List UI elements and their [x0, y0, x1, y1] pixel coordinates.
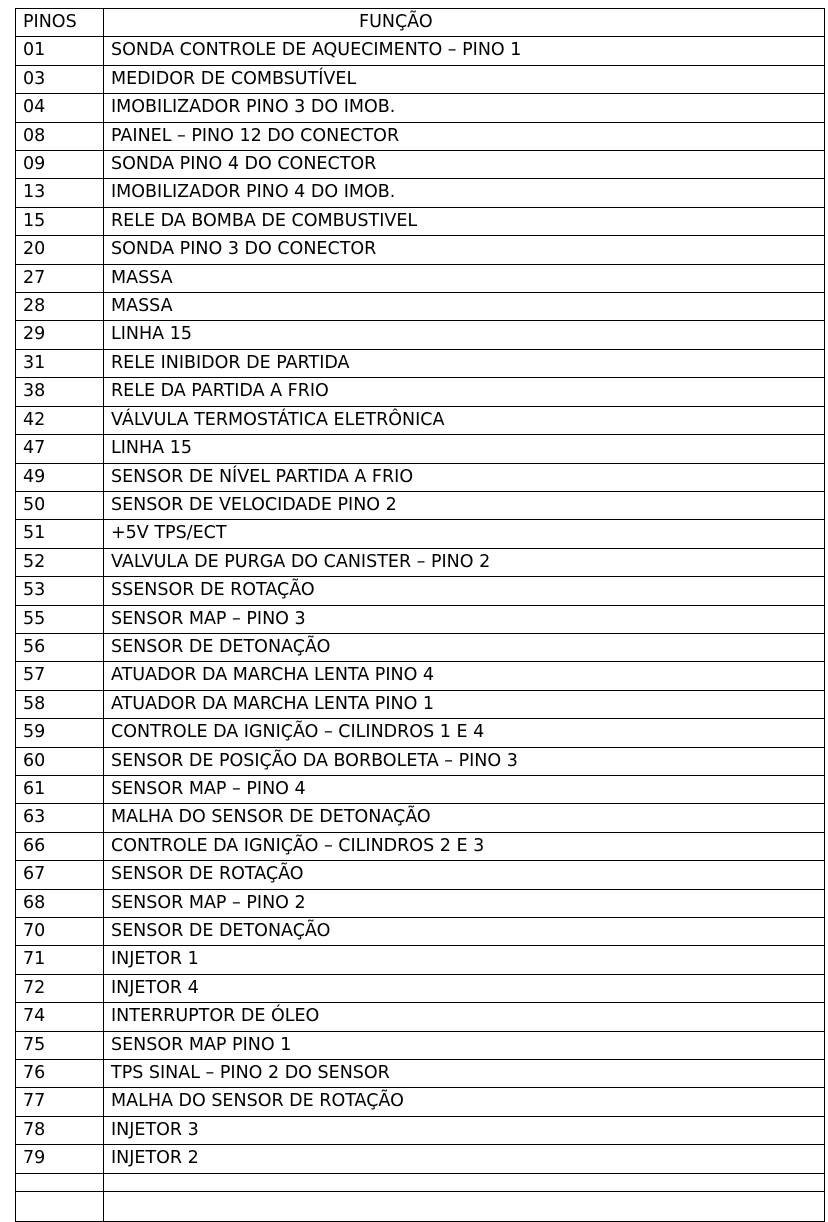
pin-number-cell: 04	[16, 94, 104, 122]
table-row	[16, 520, 825, 548]
table-row	[16, 1116, 825, 1144]
pin-function-table	[15, 8, 825, 1222]
pin-number-cell: 28	[16, 293, 104, 321]
table-row	[16, 719, 825, 747]
table-row	[16, 179, 825, 207]
table-row	[16, 747, 825, 775]
spacer-table-row	[16, 1173, 825, 1191]
pin-function-cell: IMOBILIZADOR PINO 4 DO IMOB.	[104, 179, 825, 207]
pin-number-cell: 03	[16, 65, 104, 93]
table-row	[16, 321, 825, 349]
pin-number-cell: 61	[16, 775, 104, 803]
pin-function-cell: SONDA PINO 4 DO CONECTOR	[104, 151, 825, 179]
table-row	[16, 264, 825, 292]
pin-number-cell: 51	[16, 520, 104, 548]
pin-function-cell: INJETOR 2	[104, 1145, 825, 1173]
pin-number-cell: 76	[16, 1060, 104, 1088]
pin-number-cell: 68	[16, 889, 104, 917]
pin-number-cell: 79	[16, 1145, 104, 1173]
pin-function-cell: MALHA DO SENSOR DE ROTAÇÃO	[104, 1088, 825, 1116]
pin-number-cell: 20	[16, 236, 104, 264]
pin-number-cell: 70	[16, 918, 104, 946]
table-row	[16, 151, 825, 179]
pin-function-cell: SENSOR DE DETONAÇÃO	[104, 633, 825, 661]
table-row	[16, 491, 825, 519]
pin-function-cell: SENSOR MAP – PINO 2	[104, 889, 825, 917]
table-row	[16, 406, 825, 434]
table-row	[16, 775, 825, 803]
table-row	[16, 605, 825, 633]
pin-number-cell: 29	[16, 321, 104, 349]
table-row	[16, 804, 825, 832]
pin-function-cell: IMOBILIZADOR PINO 3 DO IMOB.	[104, 94, 825, 122]
table-row	[16, 1003, 825, 1031]
pin-function-cell: SENSOR MAP – PINO 3	[104, 605, 825, 633]
table-row	[16, 1060, 825, 1088]
pin-function-cell: SENSOR DE DETONAÇÃO	[104, 918, 825, 946]
table-row	[16, 463, 825, 491]
function-column-header: FUNÇÃO	[104, 9, 825, 37]
pin-number-cell: 09	[16, 151, 104, 179]
pin-number-cell: 58	[16, 690, 104, 718]
pin-function-cell: SENSOR DE VELOCIDADE PINO 2	[104, 491, 825, 519]
table-row	[16, 1088, 825, 1116]
pin-number-cell: 55	[16, 605, 104, 633]
empty-table-row	[16, 1191, 825, 1221]
table-header-row	[16, 9, 825, 37]
pin-number-cell: 71	[16, 946, 104, 974]
table-row	[16, 65, 825, 93]
pin-function-cell: VALVULA DE PURGA DO CANISTER – PINO 2	[104, 548, 825, 576]
pin-function-cell: INJETOR 3	[104, 1116, 825, 1144]
table-row	[16, 1031, 825, 1059]
pin-function-cell: MEDIDOR DE COMBSUTÍVEL	[104, 65, 825, 93]
empty-cell	[16, 1173, 104, 1191]
pin-number-cell: 31	[16, 349, 104, 377]
pin-number-cell: 27	[16, 264, 104, 292]
pin-number-cell: 56	[16, 633, 104, 661]
pin-number-cell: 42	[16, 406, 104, 434]
pin-number-cell: 74	[16, 1003, 104, 1031]
table-row	[16, 435, 825, 463]
pin-function-cell: INTERRUPTOR DE ÓLEO	[104, 1003, 825, 1031]
pin-function-cell: INJETOR 4	[104, 974, 825, 1002]
table-body	[16, 37, 825, 1221]
table-row	[16, 122, 825, 150]
pin-function-cell: SONDA PINO 3 DO CONECTOR	[104, 236, 825, 264]
pin-number-cell: 66	[16, 832, 104, 860]
pin-function-cell: +5V TPS/ECT	[104, 520, 825, 548]
pin-function-cell: MASSA	[104, 264, 825, 292]
empty-cell	[104, 1191, 825, 1221]
table-row	[16, 1145, 825, 1173]
pin-function-cell: PAINEL – PINO 12 DO CONECTOR	[104, 122, 825, 150]
table-row	[16, 577, 825, 605]
table-row	[16, 236, 825, 264]
empty-cell	[104, 1173, 825, 1191]
pin-number-cell: 08	[16, 122, 104, 150]
table-row	[16, 378, 825, 406]
pin-function-cell: SENSOR DE ROTAÇÃO	[104, 861, 825, 889]
pin-number-cell: 38	[16, 378, 104, 406]
pin-function-cell: MALHA DO SENSOR DE DETONAÇÃO	[104, 804, 825, 832]
pin-number-cell: 77	[16, 1088, 104, 1116]
pin-function-cell: CONTROLE DA IGNIÇÃO – CILINDROS 2 E 3	[104, 832, 825, 860]
pin-function-cell: SENSOR MAP PINO 1	[104, 1031, 825, 1059]
pin-number-cell: 49	[16, 463, 104, 491]
pin-number-cell: 60	[16, 747, 104, 775]
pin-number-cell: 53	[16, 577, 104, 605]
table-row	[16, 974, 825, 1002]
pin-function-cell: ATUADOR DA MARCHA LENTA PINO 1	[104, 690, 825, 718]
pin-function-cell: LINHA 15	[104, 435, 825, 463]
pin-number-cell: 75	[16, 1031, 104, 1059]
pin-number-cell: 50	[16, 491, 104, 519]
pin-number-cell: 67	[16, 861, 104, 889]
pin-function-cell: RELE DA BOMBA DE COMBUSTIVEL	[104, 207, 825, 235]
pin-function-cell: LINHA 15	[104, 321, 825, 349]
table-row	[16, 889, 825, 917]
pin-function-cell: RELE DA PARTIDA A FRIO	[104, 378, 825, 406]
pin-function-cell: SSENSOR DE ROTAÇÃO	[104, 577, 825, 605]
pin-number-cell: 13	[16, 179, 104, 207]
pin-function-cell: TPS SINAL – PINO 2 DO SENSOR	[104, 1060, 825, 1088]
pin-number-cell: 63	[16, 804, 104, 832]
pin-column-header: PINOS	[16, 9, 104, 37]
pin-number-cell: 59	[16, 719, 104, 747]
pin-function-cell: SENSOR MAP – PINO 4	[104, 775, 825, 803]
pin-function-cell: MASSA	[104, 293, 825, 321]
pin-function-cell: INJETOR 1	[104, 946, 825, 974]
table-row	[16, 946, 825, 974]
pin-function-cell: VÁLVULA TERMOSTÁTICA ELETRÔNICA	[104, 406, 825, 434]
table-row	[16, 918, 825, 946]
table-row	[16, 861, 825, 889]
pin-number-cell: 01	[16, 37, 104, 65]
table-row	[16, 207, 825, 235]
table-row	[16, 662, 825, 690]
empty-cell	[16, 1191, 104, 1221]
pin-number-cell: 15	[16, 207, 104, 235]
table-row	[16, 548, 825, 576]
table-row	[16, 94, 825, 122]
pin-number-cell: 72	[16, 974, 104, 1002]
table-row	[16, 293, 825, 321]
pin-number-cell: 52	[16, 548, 104, 576]
table-row	[16, 37, 825, 65]
pin-function-cell: RELE INIBIDOR DE PARTIDA	[104, 349, 825, 377]
pin-number-cell: 57	[16, 662, 104, 690]
pin-number-cell: 47	[16, 435, 104, 463]
pin-function-cell: SONDA CONTROLE DE AQUECIMENTO – PINO 1	[104, 37, 825, 65]
pin-function-cell: SENSOR DE NÍVEL PARTIDA A FRIO	[104, 463, 825, 491]
table-row	[16, 349, 825, 377]
pin-number-cell: 78	[16, 1116, 104, 1144]
table-row	[16, 633, 825, 661]
pin-function-cell: CONTROLE DA IGNIÇÃO – CILINDROS 1 E 4	[104, 719, 825, 747]
pin-function-cell: SENSOR DE POSIÇÃO DA BORBOLETA – PINO 3	[104, 747, 825, 775]
table-row	[16, 832, 825, 860]
pin-function-cell: ATUADOR DA MARCHA LENTA PINO 4	[104, 662, 825, 690]
table-row	[16, 690, 825, 718]
